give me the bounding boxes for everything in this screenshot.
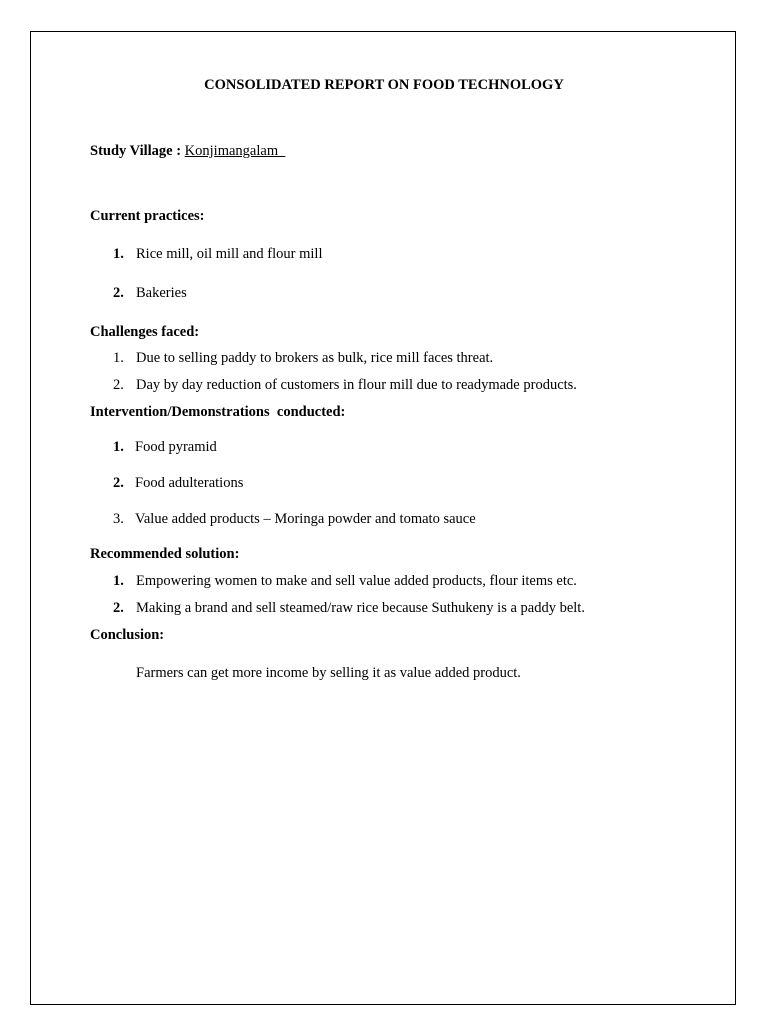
list-number: 2. bbox=[113, 285, 124, 301]
list-number: 2. bbox=[113, 377, 124, 393]
list-item bbox=[0, 474, 768, 492]
interventions-heading: Intervention/Demonstrations conducted: bbox=[90, 404, 346, 420]
list-number: 3. bbox=[113, 511, 124, 527]
list-item-text: Value added products – Moringa powder and tomato sauce bbox=[135, 511, 476, 527]
document-title: CONSOLIDATED REPORT ON FOOD TECHNOLOGY bbox=[204, 77, 564, 93]
list-number: 2. bbox=[113, 475, 124, 491]
list-item bbox=[0, 572, 768, 590]
list-item-text: Rice mill, oil mill and flour mill bbox=[136, 246, 323, 262]
list-item-text: Making a brand and sell steamed/raw rice because Suthukeny is a paddy belt. bbox=[136, 600, 585, 616]
conclusion-text: Farmers can get more income by selling it as value added product. bbox=[136, 665, 521, 681]
list-number: 1. bbox=[113, 439, 124, 455]
study-village-value: Konjimangalam bbox=[184, 143, 286, 159]
recommended-heading: Recommended solution: bbox=[90, 546, 240, 562]
list-item-text: Bakeries bbox=[136, 285, 187, 301]
list-item-text: Food pyramid bbox=[135, 439, 217, 455]
list-item bbox=[0, 599, 768, 617]
conclusion-heading: Conclusion: bbox=[90, 627, 165, 643]
list-item-text: Day by day reduction of customers in flour mill due to readymade products. bbox=[136, 377, 577, 393]
list-number: 1. bbox=[113, 350, 124, 366]
list-item bbox=[0, 349, 768, 367]
list-item-text: Due to selling paddy to brokers as bulk, rice mill faces threat. bbox=[136, 350, 494, 366]
list-item bbox=[0, 245, 768, 263]
list-number: 2. bbox=[113, 600, 124, 616]
study-village-line bbox=[90, 142, 285, 160]
list-item-text: Food adulterations bbox=[135, 475, 244, 491]
current-practices-heading: Current practices: bbox=[90, 208, 205, 224]
list-item bbox=[0, 284, 768, 302]
list-number: 1. bbox=[113, 246, 124, 262]
list-item bbox=[0, 376, 768, 394]
study-village-label: Study Village : bbox=[90, 143, 182, 159]
list-item bbox=[0, 438, 768, 456]
challenges-heading: Challenges faced: bbox=[90, 324, 200, 340]
list-item bbox=[0, 510, 768, 528]
list-item-text: Empowering women to make and sell value added products, flour items etc. bbox=[136, 573, 577, 589]
list-number: 1. bbox=[113, 573, 124, 589]
